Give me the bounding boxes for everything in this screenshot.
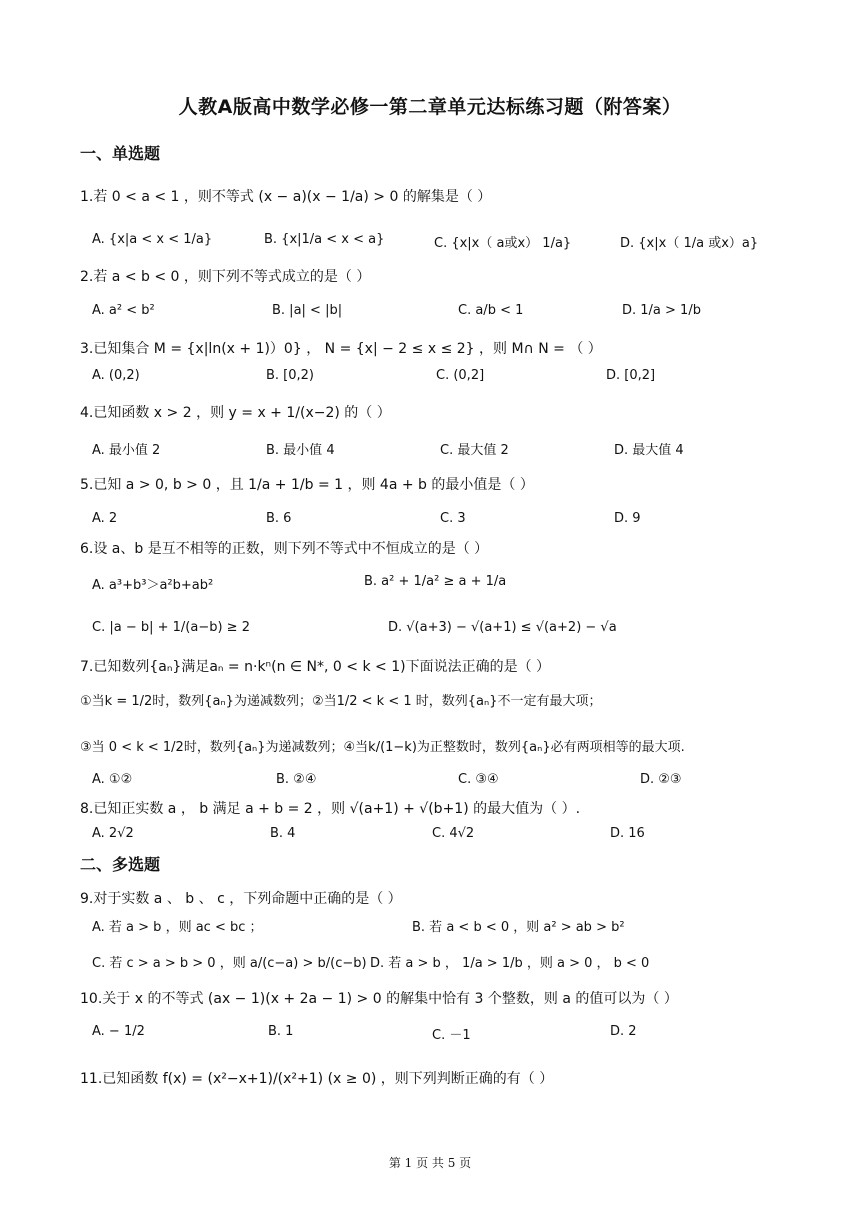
question-1-option-b: B. {x|1/a < x < a} [264,232,385,247]
question-8-stem: 8.已知正实数 a ， b 满足 a + b = 2 ，则 √(a+1) + √(b+1) 的最大值为（ ）. [80,801,581,817]
question-2-option-c: C. a/b < 1 [458,303,524,318]
question-5-option-a: A. 2 [92,511,118,526]
question-1-stem: 1.若 0 < a < 1 ，则不等式 (x − a)(x − 1/a) > 0 的解集是（ ） [80,189,492,205]
question-9-option-c: C. 若 c > a > b > 0 ，则 a/(c−a) > b/(c−b) [92,956,367,971]
question-8-option-a: A. 2√2 [92,826,134,841]
question-10-option-d: D. 2 [610,1024,637,1039]
question-4-stem: 4.已知函数 x > 2 ，则 y = x + 1/(x−2) 的（ ） [80,405,391,421]
question-4-option-d: D. 最大值 4 [614,443,684,458]
question-6-stem: 6.设 a、b 是互不相等的正数，则下列不等式中不恒成立的是（ ） [80,541,489,557]
question-5-stem: 5.已知 a > 0, b > 0 ，且 1/a + 1/b = 1 ，则 4a + b 的最小值是（ ） [80,477,534,493]
question-2-option-b: B. |a| < |b| [272,303,343,318]
question-3-option-d: D. [0,2] [606,368,656,383]
question-9-stem: 9.对于实数 a 、 b 、 c ，下列命题中正确的是（ ） [80,891,402,907]
question-4-option-c: C. 最大值 2 [440,443,509,458]
question-7-stem: 7.已知数列{aₙ}满足aₙ = n·kⁿ(n ∈ N*, 0 < k < 1)下面说法正确的是（ ） [80,659,551,675]
question-3-option-c: C. (0,2] [436,368,485,383]
question-9-option-b: B. 若 a < b < 0 ，则 a² > ab > b² [412,920,625,935]
question-5-option-b: B. 6 [266,511,292,526]
question-5-option-c: C. 3 [440,511,466,526]
question-1-option-a: A. {x|a < x < 1/a} [92,232,213,247]
question-1-option-d: D. {x|x（ 1/a 或x）a} [620,236,759,251]
question-10-option-b: B. 1 [268,1024,294,1039]
question-4-option-b: B. 最小值 4 [266,443,335,458]
question-10-option-c: C. －1 [432,1028,471,1043]
question-7-option-d: D. ②③ [640,772,682,787]
page-footer: 第 1 页 共 5 页 [388,1156,472,1170]
question-5-option-d: D. 9 [614,511,641,526]
question-10-stem: 10.关于 x 的不等式 (ax − 1)(x + 2a − 1) > 0 的解集中恰有 3 个整数，则 a 的值可以为（ ） [80,991,678,1007]
document-title: 人教A版高中数学必修一第二章单元达标练习题（附答案） [178,96,682,118]
question-6-option-c: C. |a − b| + 1/(a−b) ≥ 2 [92,620,250,635]
question-10-option-a: A. − 1/2 [92,1024,145,1039]
question-4-option-a: A. 最小值 2 [92,443,161,458]
question-3-option-b: B. [0,2) [266,368,315,383]
question-6-option-d: D. √(a+3) − √(a+1) ≤ √(a+2) − √a [388,620,617,635]
question-9-option-a: A. 若 a > b ，则 ac < bc ； [92,920,263,935]
question-7-statement-3-4: ③当 0 < k < 1/2时，数列{aₙ}为递减数列；④当k/(1−k)为正整数时，数列{aₙ}必有两项相等的最大项. [80,740,685,755]
question-2-option-d: D. 1/a > 1/b [622,303,701,318]
question-6-option-a: A. a³+b³＞a²b+ab² [92,578,214,593]
question-2-option-a: A. a² < b² [92,303,155,318]
question-7-option-c: C. ③④ [458,772,499,787]
question-8-option-c: C. 4√2 [432,826,475,841]
question-1-option-c: C. {x|x（ a或x） 1/a} [434,236,572,251]
question-6-option-b: B. a² + 1/a² ≥ a + 1/a [364,574,507,589]
question-8-option-d: D. 16 [610,826,645,841]
question-7-option-a: A. ①② [92,772,133,787]
question-3-stem: 3.已知集合 M = {x|ln(x + 1)）0} ， N = {x| − 2 ≤ x ≤ 2} ，则 M∩ N = （ ） [80,341,602,357]
question-3-option-a: A. (0,2) [92,368,140,383]
question-7-statement-1-2: ①当k = 1/2时，数列{aₙ}为递减数列；②当1/2 < k < 1 时，数列{aₙ}不一定有最大项； [80,694,602,709]
section-heading-multiple-choice: 二、多选题 [80,855,161,874]
question-2-stem: 2.若 a < b < 0 ，则下列不等式成立的是（ ） [80,269,371,285]
question-9-option-d: D. 若 a > b ， 1/a > 1/b ，则 a > 0 ， b < 0 [370,956,650,971]
question-7-option-b: B. ②④ [276,772,317,787]
question-11-stem: 11.已知函数 f(x) = (x²−x+1)/(x²+1) (x ≥ 0) ，则下列判断正确的有（ ） [80,1071,554,1087]
section-heading-single-choice: 一、单选题 [80,144,161,163]
question-8-option-b: B. 4 [270,826,296,841]
